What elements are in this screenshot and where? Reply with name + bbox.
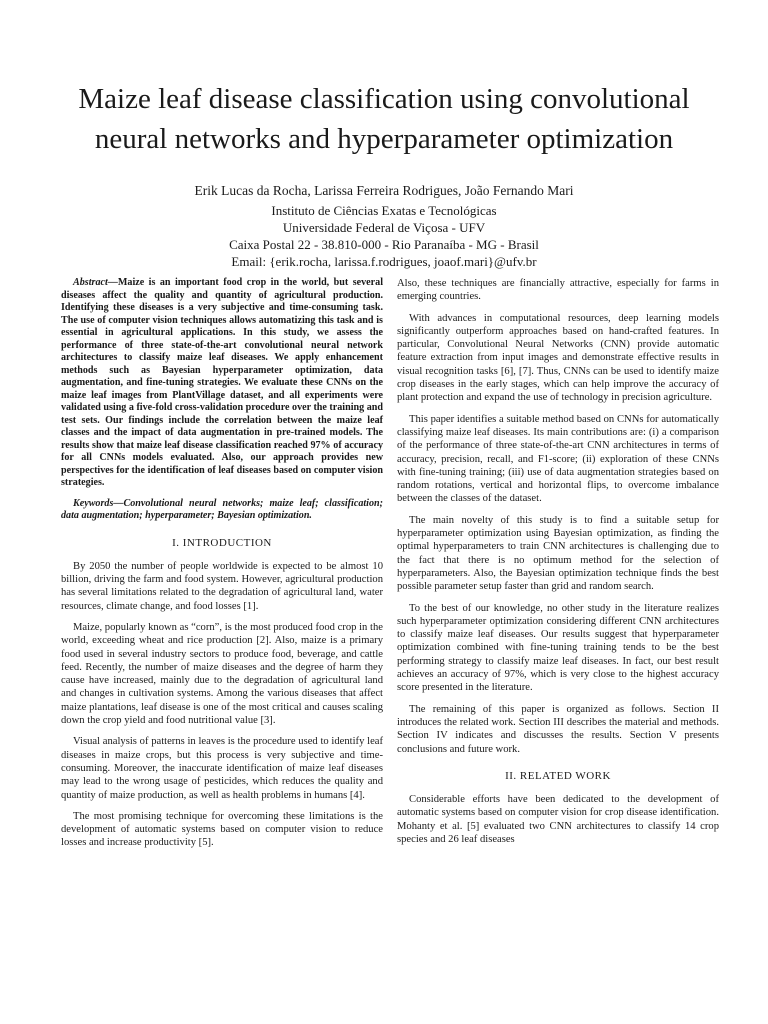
section-heading-introduction: I. INTRODUCTION [172,536,272,549]
author-block [40,182,728,270]
paragraph: Visual analysis of patterns in leaves is the procedure used to identify leaf diseases in maize crops, but this process is very subjective and time-consuming. Moreover, the inaccurate identification of maize leaf diseases may lead to the wrong usage of pesticides, which reduces the quality and quantity of maize production, as well as health problems in humans [4]. [61,736,383,801]
paragraph: The remaining of this paper is organized as follows. Section II introduces the related work. Section III describes the material and methods. Section IV indicates and discusses the results. Section V presents conclusions and future work. [397,703,719,755]
paragraph: Also, these techniques are financially attractive, especially for farms in emerging countries. [397,278,719,303]
paper-title: Maize leaf disease classification using convolutional neural networks and hyperparameter optimization [78,83,690,156]
author-address: Caixa Postal 22 - 38.810-000 - Rio Paranaíba - MG - Brasil [229,237,539,252]
left-column [61,277,383,858]
author-names: Erik Lucas da Rocha, Larissa Ferreira Rodrigues, João Fernando Mari [194,183,574,198]
keywords [61,498,383,523]
abstract [61,277,383,490]
paragraph: Considerable efforts have been dedicated to the development of automatic systems based on computer vision for crop disease identification. Mohanty et al. [5] evaluated two CNN architectures to classify 14 crop species and 26 leaf diseases [397,794,719,845]
keywords-lead: Keywords— [73,497,124,509]
right-column [397,277,719,854]
paragraph: This paper identifies a suitable method based on CNNs for automatically classifying maize leaf diseases. Its main contributions are: (i) a comparison of the performance of three state-of-the-art CNN architectures in terms of accuracy, precision, recall, and F1-score; (ii) exploration of these CNNs with fine-tuning training; (iii) use of data augmentation strategies based on random rotations, vertical and horizontal flips, to overcome imbalance between the classes of the dataset. [397,413,719,505]
keywords-text: Convolutional neural networks; maize leaf; classification; data augmentation; hyperparameter; Bayesian optimization. [61,497,383,521]
author-university: Universidade Federal de Viçosa - UFV [282,220,486,235]
abstract-lead: Abstract— [73,277,118,288]
author-institute: Instituto de Ciências Exatas e Tecnológicas [271,203,497,218]
abstract-text: Maize is an important food crop in the world, but several diseases affect the quality and quantity of agricultural production. Identifying these diseases is a very subjective and time-consuming task. The use of computer vision techniques allows automatizing this task and is essential in agricultural applications. In this study, we assess the performance of three state-of-the-art convolutional neural network architectures to classify maize leaf diseases. We apply enhancement methods such as Bayesian hyperparameter optimization, data augmentation, and fine-tuning strategies. We evaluate these CNNs on the maize leaf images from PlantVillage dataset, and all experiments were validated using a five-fold cross-validation procedure over the training and test sets. Our findings include the correlation between the maize leaf classes and the impact of data augmentation in pre-trained models. The results show that maize leaf disease classification reached 97% of accuracy for all CNNs models evaluated. Also, our approach provides new perspectives for the identification of leaf diseases based on computer vision strategies. [61,277,383,488]
paragraph: The main novelty of this study is to find a suitable setup for hyperparameter optimization using Bayesian optimization, as finding the optimal hyperparameters to train CNN architectures is challenging due to the fact that there is no optimum method for the selection of hyperparameters. Also, the Bayesian optimization technique finds the best possible parameter setup faster than grid and random search. [397,514,719,593]
paragraph: Maize, popularly known as “corn”, is the most produced food crop in the world, exceeding wheat and rice production [2]. Also, maize is a primary food used in several industry sectors to produce food, beverage, and cattle feed. Recently, the number of maize diseases and the degree of harm they cause have increased, mainly due to the degradation of agricultural land and changes in cultivation systems. Among the various diseases that affect maize plantations, leaf disease is one of the most critical and causes scaling down the crop yield and food nutritional value [3]. [61,621,383,727]
paragraph: By 2050 the number of people worldwide is expected to be almost 10 billion, driving the farm and food system. However, agricultural production has several limitations related to the degradation of agricultural land, water resources, climate change, and food losses [1]. [61,560,383,612]
paragraph: With advances in computational resources, deep learning models significantly outperform approaches based on hand-crafted features. In particular, Convolutional Neural Networks (CNN) provide automatic feature extraction from input images and demonstrate effective results in visual recognition tasks [6], [7]. Thus, CNNs can be used to identify maize crop diseases in the early stages, which can help improve the accuracy of plant protection and expand the use of technology in precision agriculture. [397,312,719,404]
paragraph: To the best of our knowledge, no other study in the literature realizes such hyperparameter optimization considering different CNN architectures to classify maize leaf diseases. Our results suggest that hyperparameter optimization combined with fine-tuning training tends to be the best performing strategy to classify maize leaf diseases. In fact, our best result achieves an accuracy of 97%, which is very close to the highest accuracy score presented in the literature. [397,602,719,694]
section-heading-related-work: II. RELATED WORK [505,769,611,782]
author-email: Email: {erik.rocha, larissa.f.rodrigues, joaof.mari}@ufv.br [231,254,537,269]
paragraph: The most promising technique for overcoming these limitations is the development of automatic systems based on computer vision to reduce losses and increase productivity [5]. [61,810,383,849]
